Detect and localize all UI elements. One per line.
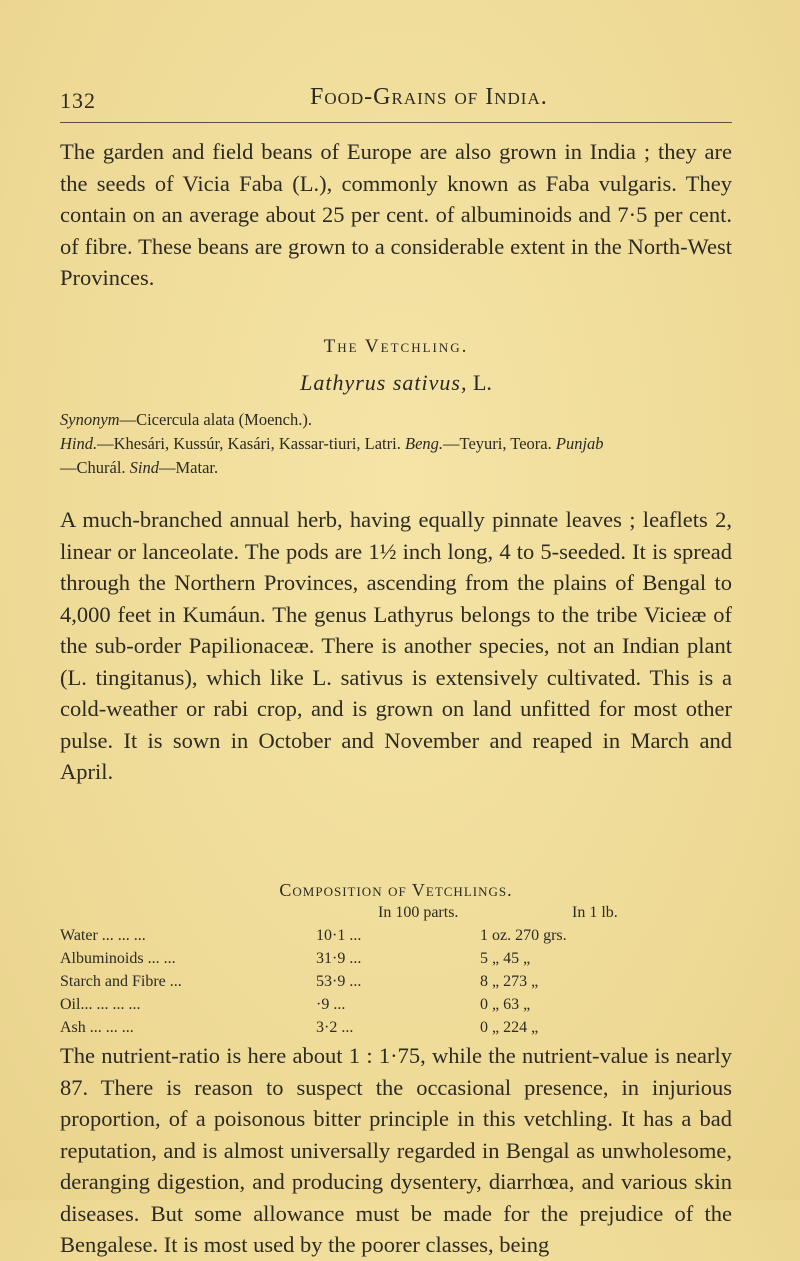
row-per-100: ·9 ...: [316, 996, 346, 1013]
table-row: [60, 973, 732, 996]
synonym-text: —Cicercula alata (Moench.).: [119, 410, 312, 429]
table-row: [60, 927, 732, 950]
row-per-100: 10·1 ...: [316, 927, 362, 944]
species-name: Lathyrus sativus,: [300, 370, 468, 395]
row-per-lb: 0 „ 63 „: [480, 996, 531, 1013]
table-row: [60, 996, 732, 1019]
page-header: [60, 84, 732, 118]
table-row: [60, 1019, 732, 1042]
synonym-line: [60, 408, 760, 432]
vernacular-line-2: [60, 456, 760, 480]
row-per-lb: 0 „ 224 „: [480, 1019, 539, 1036]
section-title: The Vetchling.: [323, 336, 469, 357]
row-label: Albuminoids ... ...: [60, 950, 176, 967]
row-per-lb: 8 „ 273 „: [480, 973, 539, 990]
species-authority: L.: [472, 370, 492, 395]
row-per-lb: 5 „ 45 „: [480, 950, 531, 967]
table-title: Composition of Vetchlings.: [279, 880, 513, 900]
row-per-100: 3·2 ...: [316, 1019, 354, 1036]
paragraph-nutrient: The nutrient-ratio is here about 1 : 1·75, while the nutrient-value is nearly 87. There is reason to suspect the occasional presence, in injurious proportion, of a poisonous bitter principle in this vetchling. It has a bad reputation, and is almost universally regarded in Bengal as unwholesome, deranging digestion, and producing dysentery, diarrhœa, and various skin diseases. But some allowance must be made for the prejudice of the Bengalese. It is most used by the poorer classes, being: [60, 1043, 732, 1257]
column-header-per-100: In 100 parts.: [378, 904, 459, 921]
binomial-name: [60, 370, 732, 396]
sind-names: —Matar.: [159, 458, 219, 477]
composition-table: [60, 904, 732, 1042]
column-header-per-lb: In 1 lb.: [572, 904, 618, 921]
beng-names: —Teyuri, Teora.: [443, 434, 552, 453]
hind-label: Hind.: [60, 434, 98, 453]
row-per-100: 53·9 ...: [316, 973, 362, 990]
vernacular-line: [60, 432, 760, 456]
hind-names: —Khesári, Kussúr, Kasári, Kassar-tiuri, Latri.: [97, 434, 401, 453]
row-label: Water ... ... ...: [60, 927, 146, 944]
sind-label: Sind: [129, 458, 160, 477]
row-label: Starch and Fibre ...: [60, 973, 182, 990]
row-per-lb: 1 oz. 270 grs.: [480, 927, 567, 944]
synonym-label: Synonym: [60, 410, 120, 429]
punjab-names: —Churál.: [60, 458, 126, 477]
row-label: Oil... ... ... ...: [60, 996, 141, 1013]
running-head: Food-Grains of India.: [310, 84, 548, 110]
row-label: Ash ... ... ...: [60, 1019, 134, 1036]
row-per-100: 31·9 ...: [316, 950, 362, 967]
header-rule: [60, 122, 732, 123]
paragraph-description: A much-branched annual herb, having equally pinnate leaves ; leaflets 2, linear or lanceolate. The pods are 1½ inch long, 4 to 5-seeded. It is spread through the Northern Provinces, ascending from the plains of Bengal to 4,000 feet in Kumáun. The genus Lathyrus belongs to the tribe Vicieæ of the sub-order Papilionaceæ. There is another species, not an Indian plant (L. tingitanus), which like L. sativus is extensively cultivated. This is a cold-weather or rabi crop, and is grown on land unfitted for most other pulse. It is sown in October and November and reaped in March and April.: [60, 507, 732, 784]
paragraph-beans: The garden and field beans of Europe are also grown in India ; they are the seeds of Vicia Faba (L.), commonly known as Faba vulgaris. They contain on an average about 25 per cent. of albuminoids and 7·5 per cent. of fibre. These beans are grown to a considerable extent in the North-West Provinces.: [60, 139, 732, 290]
page-number: 132: [60, 88, 96, 113]
beng-label: Beng.: [404, 434, 444, 453]
table-header-row: [60, 904, 732, 927]
punjab-label: Punjab: [555, 434, 604, 453]
table-row: [60, 950, 732, 973]
